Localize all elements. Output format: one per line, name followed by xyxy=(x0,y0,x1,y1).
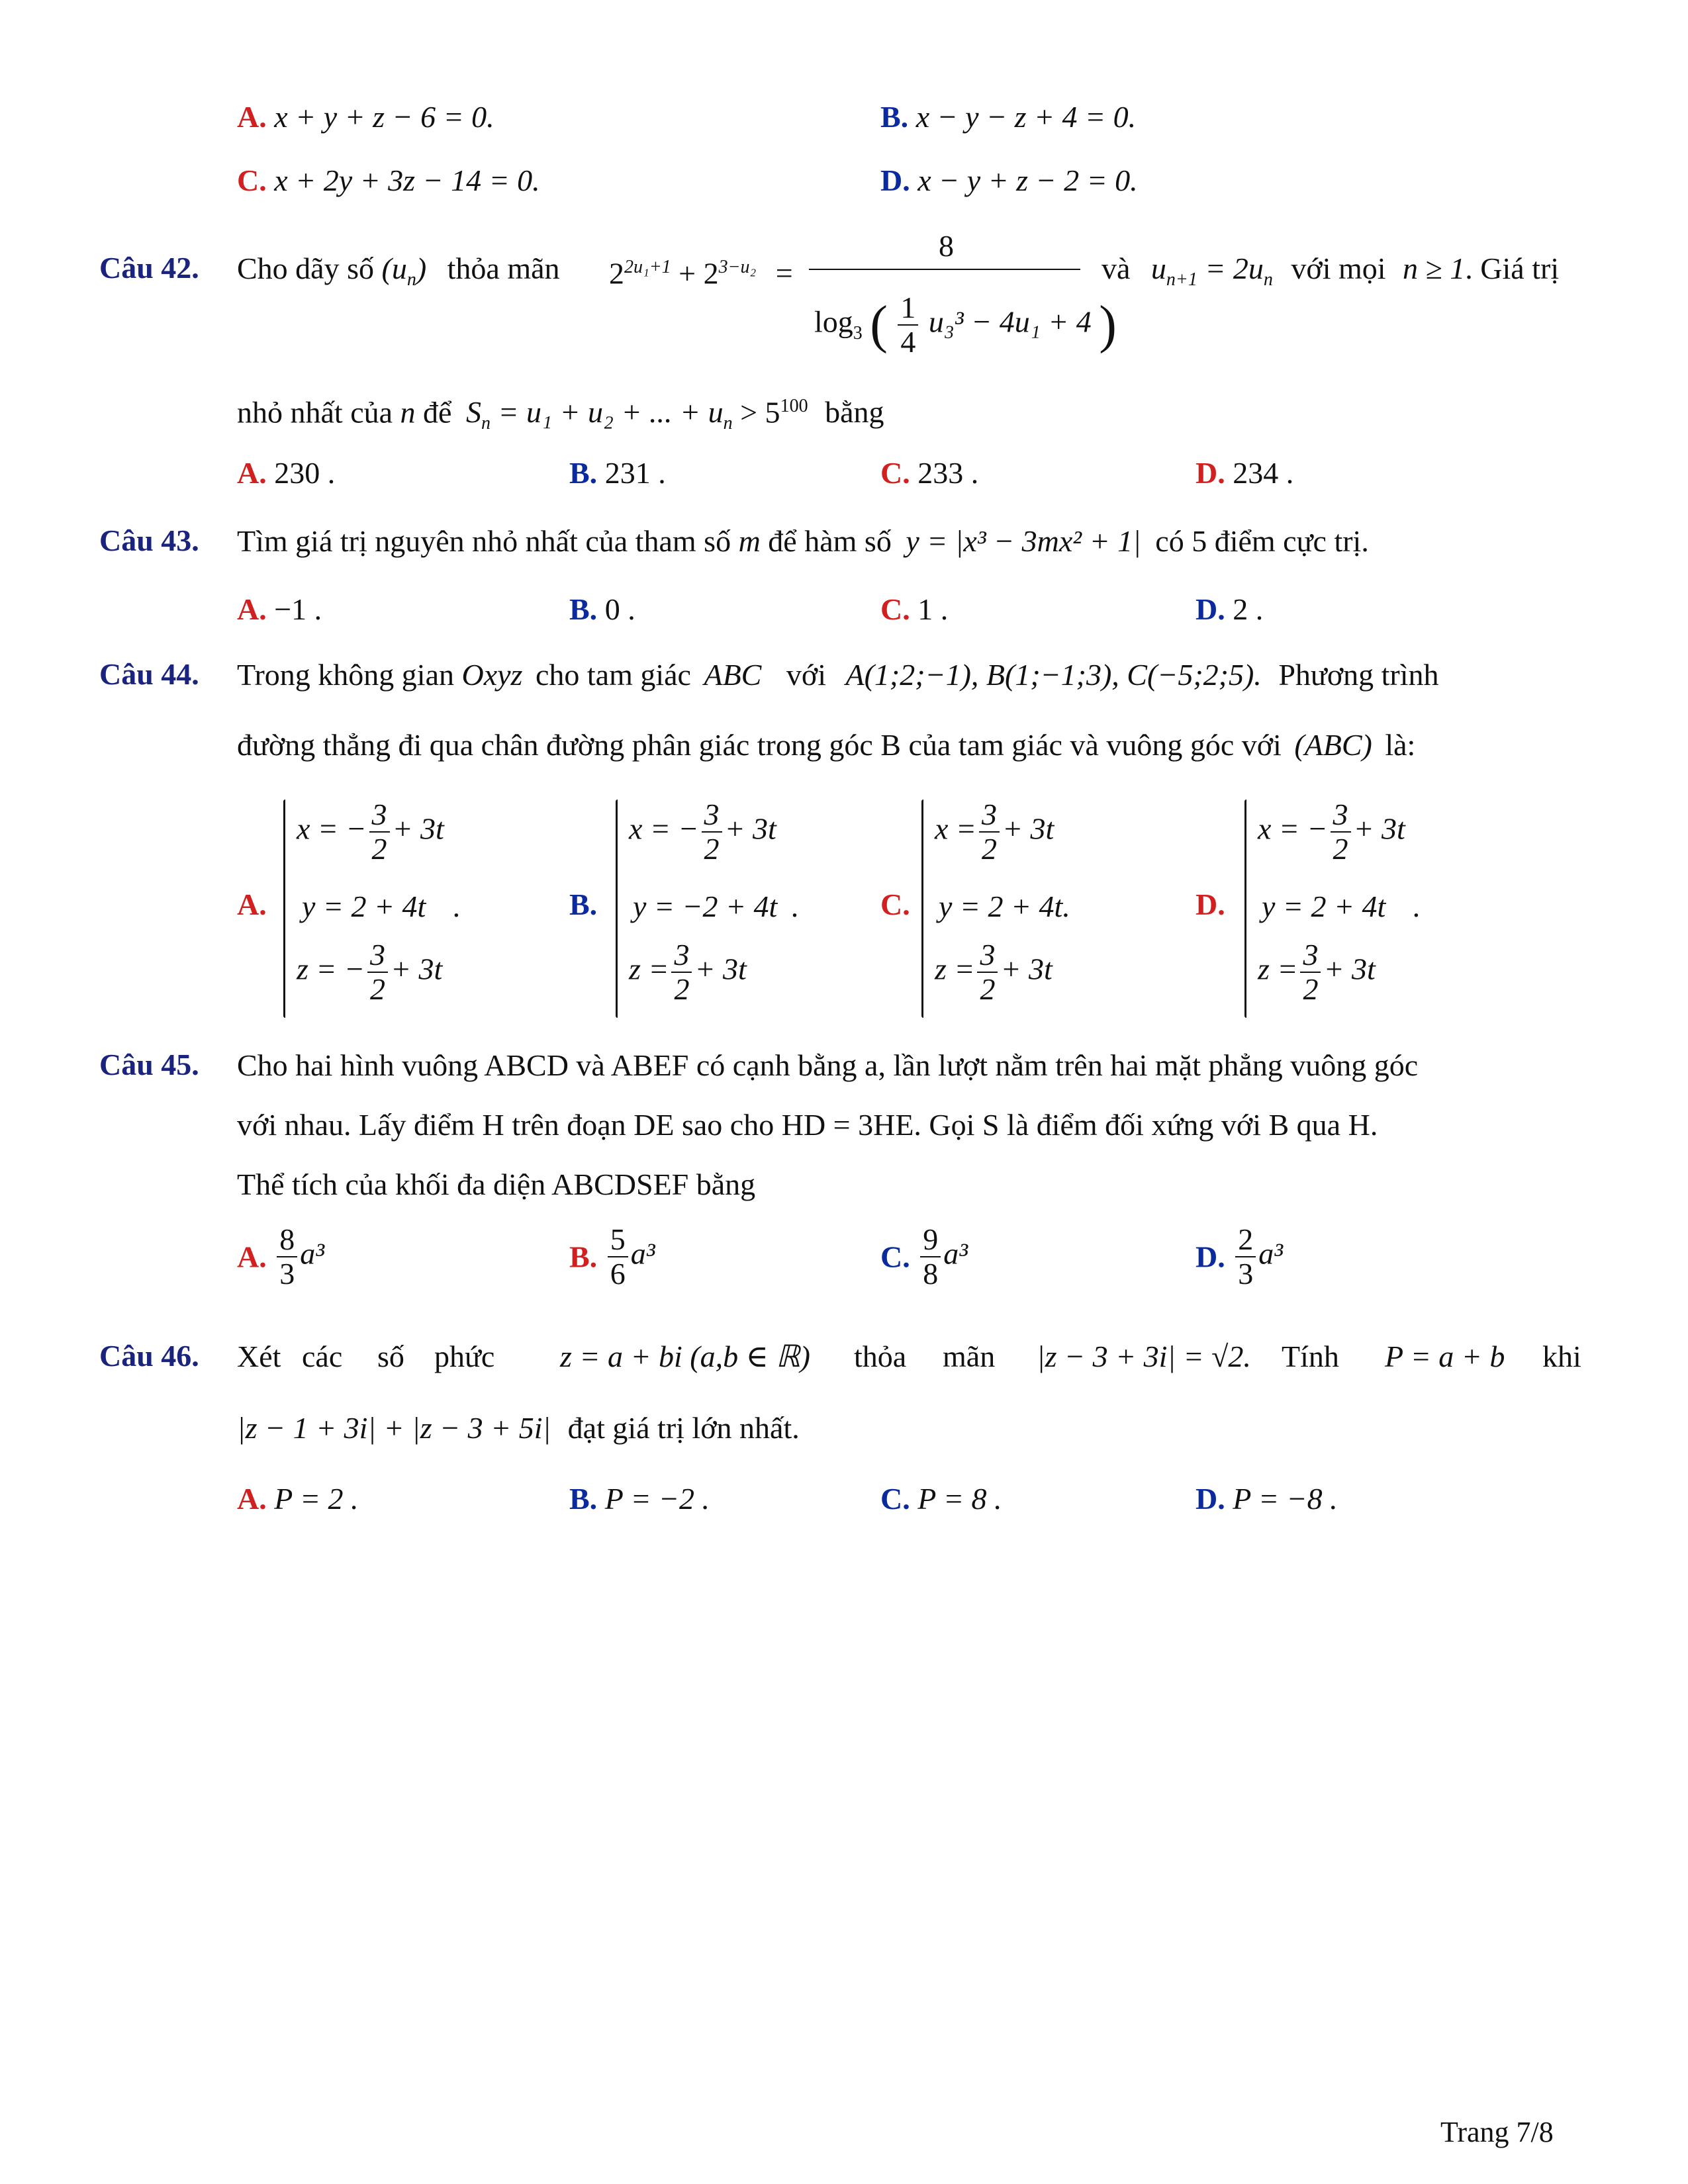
system-row-y: y = 2 + 4t . xyxy=(302,889,461,923)
option-d: D. P = −8 . xyxy=(1196,1482,1338,1516)
option-c: C. 233 . xyxy=(880,456,979,490)
question-42-line1-end: và $u_{n+1} = 2u_n$ với mọi n ≥ 1. Giá trị xyxy=(1102,251,1560,291)
q42-lhs: $2^{2u_1+1} + 2^{3-u_2}$ = xyxy=(609,256,793,291)
option-c: C. P = 8 . xyxy=(880,1482,1002,1516)
system-row-x: x = $\frac{3}{2}$ + 3t xyxy=(935,797,1055,866)
option-label: C. xyxy=(880,887,910,921)
brace-icon xyxy=(1244,799,1246,1018)
question-42-line2: nhỏ nhất của n để $S_n = u_1 + u_2$ + ... + $u_n > 5^{100}$ bằng xyxy=(237,395,884,434)
system-row-y: y = 2 + 4t . xyxy=(1262,889,1421,923)
option-d xyxy=(880,163,1138,198)
q42-fraction-denominator: $\log_3$ ( $\frac{1}{4}$ u₃³ − 4u₁ + 4 ) xyxy=(814,291,1117,359)
q46-word: phức xyxy=(434,1340,495,1373)
q46-expr: P = a + b xyxy=(1385,1340,1505,1373)
system-row-x: x = − $\frac{3}{2}$ + 3t xyxy=(1258,797,1405,866)
option-b: B. 231 . xyxy=(569,456,666,490)
q46-word: Xét xyxy=(237,1340,281,1373)
question-44-line1: Trong không gian Oxyz cho tam giác ABC với A(1;2;−1), B(1;−1;3), C(−5;2;5). Phương trình xyxy=(237,658,1439,692)
system-row-y: y = −2 + 4t . xyxy=(633,889,800,923)
question-number: Câu 42. xyxy=(99,251,199,285)
option-label: C. xyxy=(237,163,267,197)
q46-expr: |z − 3 + 3i| = √2. xyxy=(1037,1340,1251,1373)
question-44-line2: đường thẳng đi qua chân đường phân giác trong góc B của tam giác và vuông góc với (ABC) là: xyxy=(237,728,1416,762)
page-number: Trang 7/8 xyxy=(1440,2116,1554,2148)
option-d: D. 2 . xyxy=(1196,592,1264,626)
q46-word: số xyxy=(377,1340,404,1373)
system-row-z: z = $\frac{3}{2}$ + 3t xyxy=(629,938,747,1006)
option-text: x − y − z + 4 = 0. xyxy=(915,100,1137,134)
question-43-text: Tìm giá trị nguyên nhỏ nhất của tham số m để hàm số y = |x³ − 3mx² + 1| có 5 điểm cực trị. xyxy=(237,524,1369,558)
option-text: x + y + z − 6 = 0. xyxy=(274,100,494,134)
option-c: C. $\frac{9}{8}$ a³ xyxy=(880,1222,968,1291)
option-d: D. 234 . xyxy=(1196,456,1294,490)
option-label: B. xyxy=(569,887,598,921)
system-row-z: z = $\frac{3}{2}$ + 3t xyxy=(1258,938,1376,1006)
q42-fraction-numerator: 8 xyxy=(939,229,954,263)
option-c xyxy=(237,163,540,198)
q42-seq: $(u_n)$ xyxy=(381,251,427,291)
option-label: B. xyxy=(880,100,909,134)
option-a: A. 230 . xyxy=(237,456,336,490)
question-number: Câu 45. xyxy=(99,1048,199,1081)
option-a: A. $\frac{8}{3}$ a³ xyxy=(237,1222,325,1291)
option-text: x + 2y + 3z − 14 = 0. xyxy=(274,163,540,197)
option-a xyxy=(237,99,494,134)
q46-word: khi xyxy=(1542,1340,1581,1373)
system-row-z: z = − $\frac{3}{2}$ + 3t xyxy=(297,938,443,1006)
question-46-line2: |z − 1 + 3i| + |z − 3 + 5i| đạt giá trị lớn nhất. xyxy=(237,1411,800,1445)
option-label: D. xyxy=(880,163,910,197)
question-number: Câu 44. xyxy=(99,657,199,691)
question-45-line2: với nhau. Lấy điểm H trên đoạn DE sao cho HD = 3HE. Gọi S là điểm đối xứng với B qua H. xyxy=(237,1108,1378,1142)
system-row-x: x = − $\frac{3}{2}$ + 3t xyxy=(297,797,444,866)
option-text: x − y + z − 2 = 0. xyxy=(917,163,1138,197)
q46-word: thỏa xyxy=(854,1340,907,1373)
option-label: A. xyxy=(237,887,267,921)
brace-icon xyxy=(616,799,618,1018)
system-row-y: y = 2 + 4t. xyxy=(939,889,1070,923)
question-number: Câu 43. xyxy=(99,523,199,557)
q46-word: các xyxy=(302,1340,343,1373)
question-45-line1: Cho hai hình vuông ABCD và ABEF có cạnh bằng a, lần lượt nằm trên hai mặt phẳng vuông góc xyxy=(237,1048,1419,1082)
q42-fraction-bar xyxy=(809,269,1080,270)
option-b: B. 0 . xyxy=(569,592,635,626)
option-b: B. $\frac{5}{6}$ a³ xyxy=(569,1222,655,1291)
brace-icon xyxy=(283,799,285,1018)
question-45-line3: Thể tích của khối đa diện ABCDSEF bằng xyxy=(237,1167,756,1201)
option-c: C. 1 . xyxy=(880,592,949,626)
option-a: A. P = 2 . xyxy=(237,1482,359,1516)
option-b xyxy=(880,99,1136,134)
system-row-x: x = − $\frac{3}{2}$ + 3t xyxy=(629,797,776,866)
q42-text: Cho dãy số xyxy=(237,251,374,285)
system-row-z: z = $\frac{3}{2}$ + 3t xyxy=(935,938,1053,1006)
brace-icon xyxy=(921,799,923,1018)
q46-expr: z = a + bi (a,b ∈ ℝ) xyxy=(560,1340,810,1373)
q42-text: thỏa mãn xyxy=(447,251,560,285)
q46-word: Tính xyxy=(1282,1340,1339,1373)
option-label: D. xyxy=(1196,887,1225,921)
option-label: A. xyxy=(237,100,267,134)
option-d: D. $\frac{2}{3}$ a³ xyxy=(1196,1222,1284,1291)
q46-word: mãn xyxy=(943,1340,996,1373)
question-42-line1 xyxy=(237,250,560,298)
option-b: B. P = −2 . xyxy=(569,1482,710,1516)
question-number: Câu 46. xyxy=(99,1339,199,1373)
option-a: A. −1 . xyxy=(237,592,322,626)
